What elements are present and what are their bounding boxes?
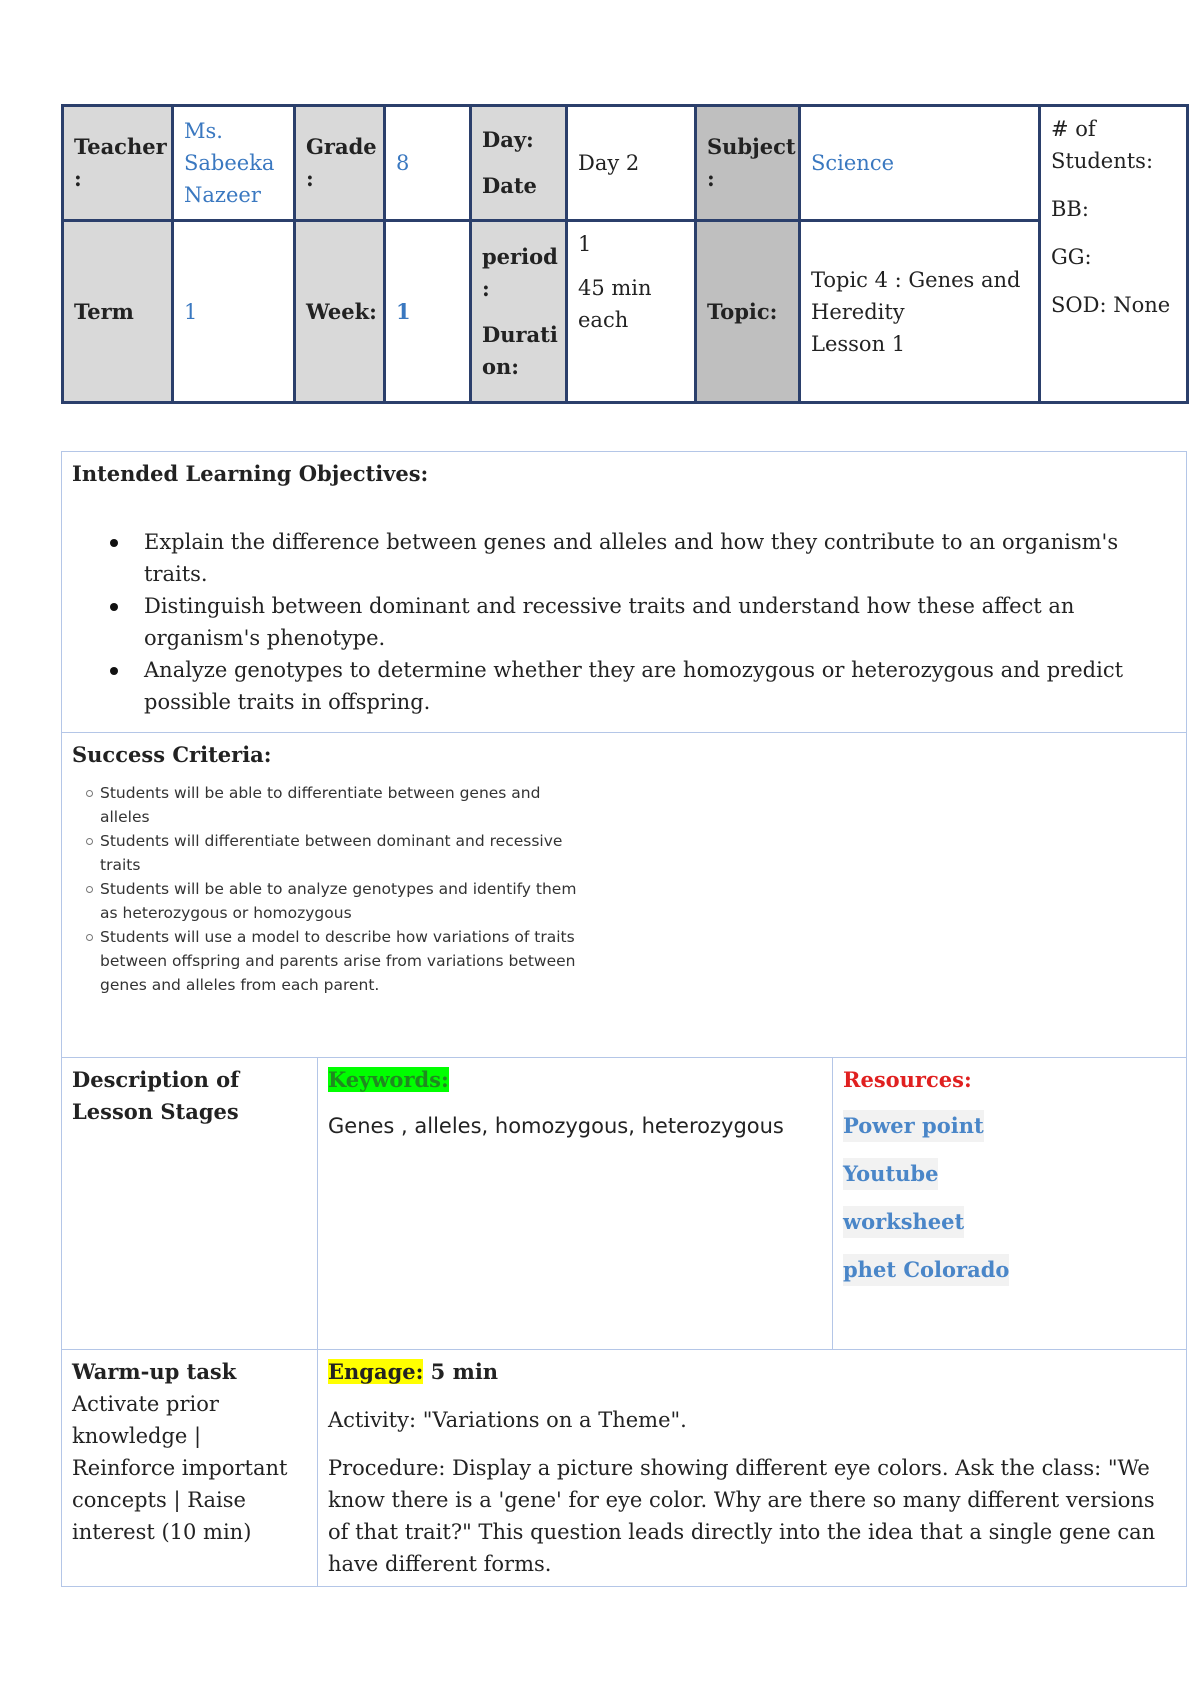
grade-value: 8 [385,106,471,221]
bullet-icon [110,667,118,675]
term-label: Term [63,221,173,403]
grade-label: Grade : [295,106,385,221]
criteria-text: Students will differentiate between dominant and recessive traits [100,832,563,874]
topic-line: Topic 4 : Genes and Heredity [811,267,1021,324]
objectives-list [72,526,1176,718]
resource-link[interactable]: worksheet [843,1206,964,1238]
list-item [86,925,580,997]
procedure-text: Procedure: Display a picture showing different eye colors. Ask the class: "We know there is a 'gene' for eye color. Why are there so many different versions of that trait?" This question leads directly into the idea that a single gene can have different forms. [328,1456,1156,1576]
engage-time: 5 min [423,1359,499,1384]
list-item [86,829,580,877]
criteria-text: Students will be able to differentiate between genes and alleles [100,784,541,826]
teacher-name-line: Nazeer [184,183,261,207]
success-criteria-list [72,781,1176,997]
success-criteria-section [62,733,1187,1058]
objectives-title: Intended Learning Objectives: [72,461,429,486]
teacher-value [173,106,295,221]
date-label: Date [482,173,537,198]
period-label: period : [482,243,558,301]
bb-label: BB: [1051,197,1089,221]
warmup-description: Activate prior knowledge | Reinforce important concepts | Raise interest (10 min) [72,1392,288,1544]
topic-label: Topic: [696,221,800,403]
keywords-text: Genes , alleles, homozygous, heterozygous [328,1114,784,1138]
week-label: Week: [295,221,385,403]
topic-value [800,221,1040,403]
resource-link[interactable]: Youtube [843,1158,938,1190]
teacher-name-line: Ms. [184,119,223,143]
bullet-icon [86,790,93,797]
list-item [86,781,580,829]
gg-label: GG: [1051,245,1092,269]
objective-text: Distinguish between dominant and recessive traits and understand how these affect an organism's phenotype. [144,594,1075,650]
bullet-icon [110,603,118,611]
day-value: Day 2 [567,106,696,221]
period-duration-label [471,221,567,403]
sod-label: SOD: None [1051,293,1171,317]
list-item [86,877,580,925]
keywords-cell [318,1058,833,1350]
list-item [144,654,1176,718]
students-label: # of Students: [1051,117,1154,173]
engage-label: Engage: [328,1359,424,1384]
engage-cell [318,1350,1187,1587]
objective-text: Analyze genotypes to determine whether they are homozygous or heterozygous and predict possible traits in offspring. [144,658,1124,714]
day-label: Day: [482,127,534,152]
lesson-stages-cell [62,1058,318,1350]
topic-line: Lesson 1 [811,331,906,356]
resource-link[interactable]: Power point [843,1110,984,1142]
bullet-icon [110,539,118,547]
week-value: 1 [385,221,471,403]
objective-text: Explain the difference between genes and alleles and how they contribute to an organism's traits. [144,530,1119,586]
list-item [144,526,1176,590]
duration-label: Durati on: [482,321,558,379]
resources-cell [833,1058,1187,1350]
bullet-icon [86,934,93,941]
objectives-section [62,452,1187,733]
period-value-cell [567,221,696,403]
teacher-name-line: Sabeeka [184,151,275,175]
lesson-stages-title: Description of Lesson Stages [72,1067,240,1124]
warmup-cell [62,1350,318,1587]
criteria-text: Students will be able to analyze genotypes and identify them as heterozygous or homozygous [100,880,577,922]
resources-label: Resources: [843,1067,972,1092]
term-value: 1 [173,221,295,403]
bullet-icon [86,838,93,845]
lesson-header-table [61,104,1189,404]
warmup-title: Warm-up task [72,1359,237,1384]
teacher-label: Teacher : [63,106,173,221]
duration-value: 45 min each [578,276,652,332]
bullet-icon [86,886,93,893]
period-value: 1 [578,232,592,256]
activity-text: Activity: "Variations on a Theme". [328,1408,687,1432]
resources-list [843,1096,1176,1288]
criteria-text: Students will use a model to describe how variations of traits between offspring and parents arise from variations between genes and alleles from each parent. [100,928,576,994]
subject-value: Science [800,106,1040,221]
day-date-label [471,106,567,221]
resource-link[interactable]: phet Colorado [843,1254,1009,1286]
keywords-label: Keywords: [328,1067,449,1092]
success-criteria-title: Success Criteria: [72,742,272,767]
students-cell [1040,106,1188,403]
subject-label: Subject : [696,106,800,221]
lesson-plan-table [61,451,1187,1587]
list-item [144,590,1176,654]
